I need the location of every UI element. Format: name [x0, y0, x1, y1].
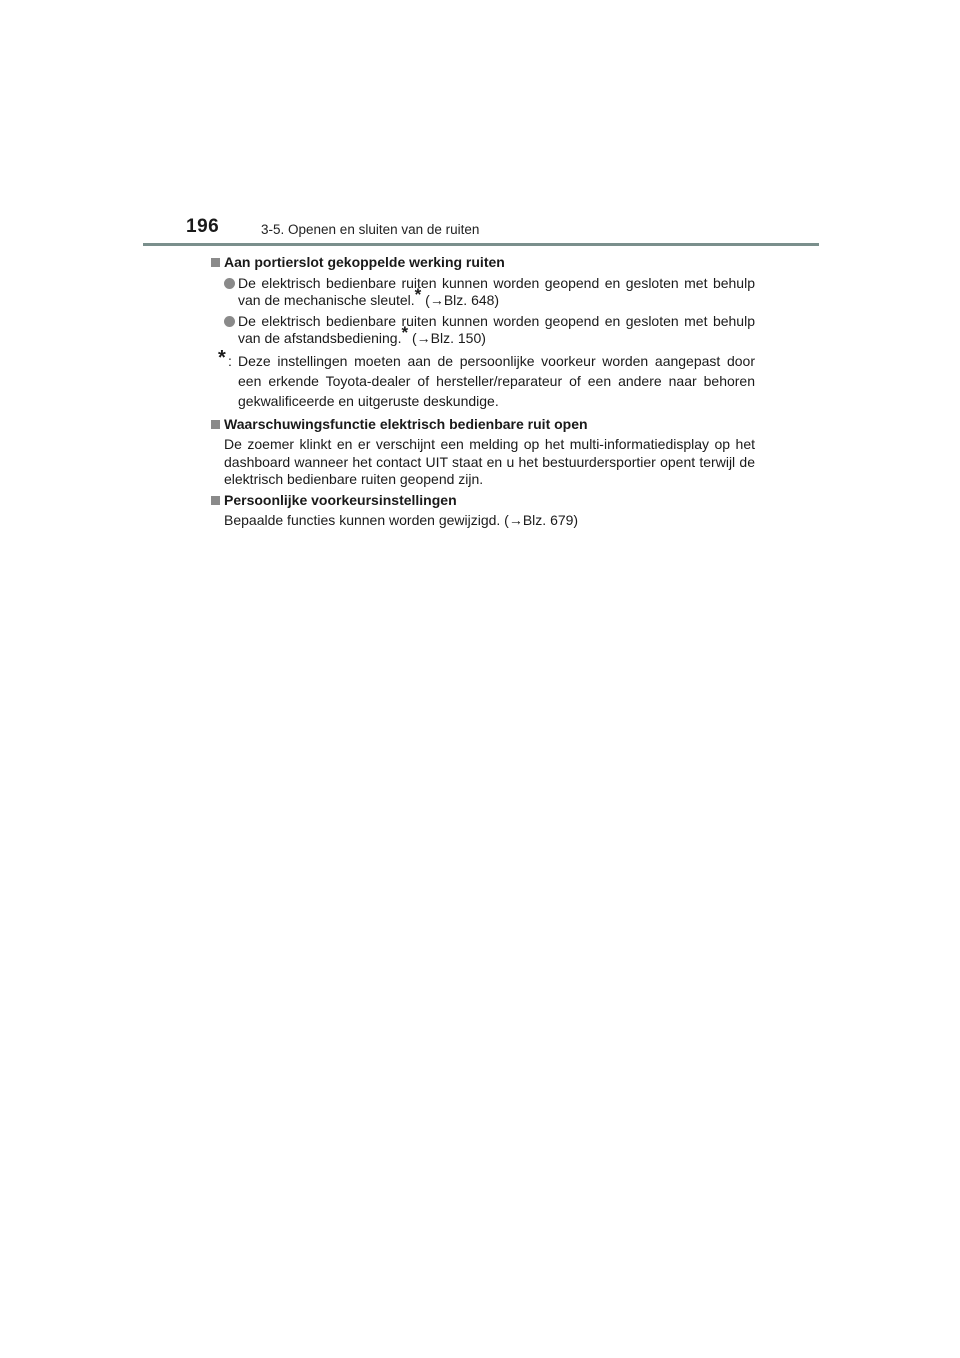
square-bullet-icon — [211, 258, 220, 267]
square-bullet-icon — [211, 496, 220, 505]
footnote — [210, 346, 755, 411]
circle-bullet-icon — [224, 278, 235, 289]
item-text: De elektrisch bedienbare ruiten kunnen worden geopend en gesloten met behulp van de afstandsbediening. — [238, 312, 755, 346]
footnote-star: * — [414, 285, 422, 304]
heading-text: Persoonlijke voorkeursinstellingen — [224, 491, 457, 508]
page-number: 196 — [186, 216, 220, 237]
page-reference: (→Blz. 150) — [408, 330, 486, 346]
header-rule — [143, 243, 819, 246]
body-paragraph: De zoemer klinkt en er verschijnt een melding op het multi-informatiedisplay op het dashboard wanneer het contact UIT staat en u het bestuurdersportier opent terwijl de elektrisch bedienbare ruiten geopend zijn. — [224, 436, 755, 487]
footnote-marker: * — [218, 346, 226, 369]
list-item — [210, 313, 755, 348]
section-heading — [210, 492, 755, 510]
circle-bullet-icon — [224, 316, 235, 327]
list-item — [210, 275, 755, 310]
section-heading — [210, 416, 755, 434]
page-content — [210, 254, 755, 533]
section-title: 3-5. Openen en sluiten van de ruiten — [261, 222, 480, 237]
square-bullet-icon — [211, 420, 220, 429]
footnote-colon: : — [228, 352, 232, 369]
footnote-star: * — [401, 323, 409, 342]
section-heading — [210, 254, 755, 272]
body-paragraph: Bepaalde functies kunnen worden gewijzigd. (→Blz. 679) — [224, 512, 579, 528]
item-text: De elektrisch bedienbare ruiten kunnen worden geopend en gesloten met behulp van de mechanische sleutel. — [238, 274, 755, 308]
heading-text: Aan portierslot gekoppelde werking ruiten — [224, 254, 505, 270]
footnote-text: Deze instellingen moeten aan de persoonlijke voorkeur worden aangepast door een erkende Toyota-dealer of hersteller/reparateur of een andere naar behoren gekwalificeerde en uitgeruste deskundige. — [238, 352, 755, 409]
heading-text: Waarschuwingsfunctie elektrisch bedienbare ruit open — [224, 415, 588, 432]
page-reference: (→Blz. 648) — [421, 292, 500, 308]
